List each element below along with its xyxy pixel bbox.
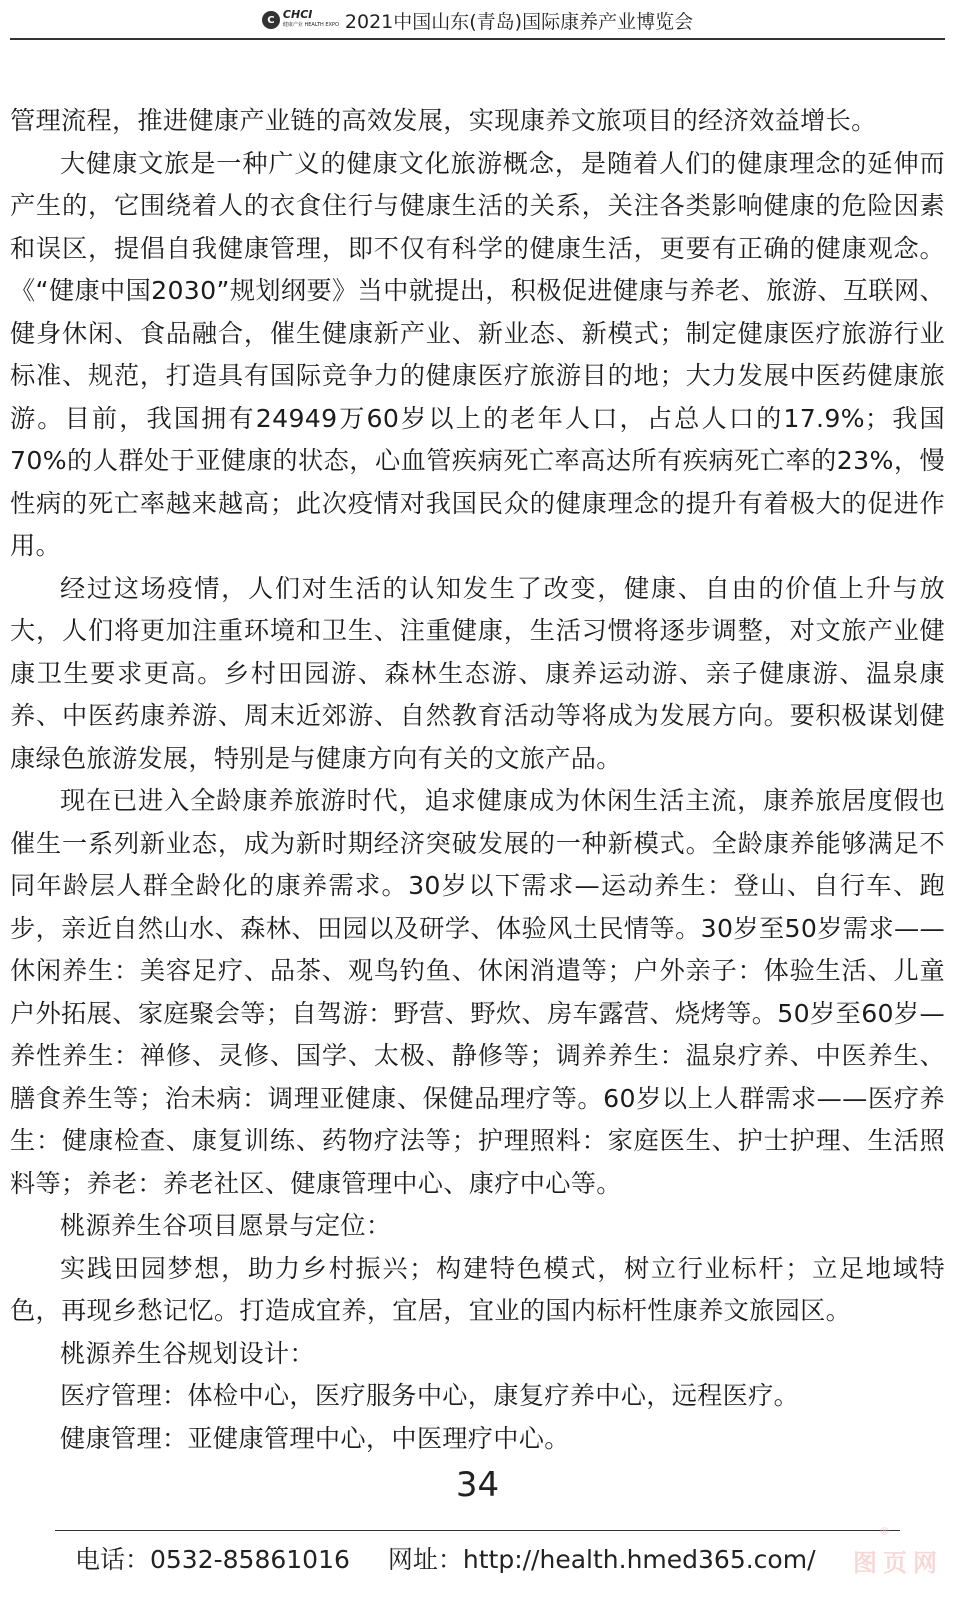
registered-mark-icon: ® [879,1525,890,1538]
page-footer [75,1540,915,1576]
paragraph-health-management: 健康管理：亚健康管理中心，中医理疗中心。 [60,1423,570,1453]
paragraph-vision: 实践田园梦想，助力乡村振兴；构建特色模式，树立行业标杆；立足地域特色，再现乡愁记忆。打造成宜养，宜居，宜业的国内标杆性康养文旅园区。 [10,1253,945,1325]
watermark-text: 图页网 [853,1549,943,1577]
article-body [10,100,945,1460]
footer-divider [55,1530,900,1531]
logo-mark-icon: C [262,11,280,29]
paragraph-health-tourism: 大健康文旅是一种广义的健康文化旅游概念，是随着人们的健康理念的延伸而产生的，它围绕着人的衣食住行与健康生活的关系，关注各类影响健康的危险因素和误区，提倡自我健康管理，即不仅有科学的健康生活，更要有正确的健康观念。《“健康中国2030”规划纲要》当中就提出，积极促进健康与养老、旅游、互联网、健身休闲、食品融合，催生健康新产业、新业态、新模式；制定健康医疗旅游行业标准、规范，打造具有国际竞争力的健康医疗旅游目的地；大力发展中医药健康旅游。目前，我国拥有24949万60岁以上的老年人口，占总人口的17.9%；我国70%的人群处于亚健康的状态，心血管疾病死亡率高达所有疾病死亡率的23%，慢性病的死亡率越来越高；此次疫情对我国民众的健康理念的提升有着极大的促进作用。 [10,148,945,560]
paragraph-medical-management: 医疗管理：体检中心，医疗服务中心，康复疗养中心，远程医疗。 [60,1381,800,1410]
footer-phone: 电话：0532-85861016 [75,1545,350,1574]
expo-logo [262,10,339,30]
logo-text: CHCI 健康产业 HEALTH EXPO [282,8,339,28]
watermark [853,1525,953,1585]
paragraph-all-age-wellness: 现在已进入全龄康养旅游时代，追求健康成为休闲生活主流，康养旅居度假也催生一系列新业态，成为新时期经济突破发展的一种新模式。全龄康养能够满足不同年龄层人群全龄化的康养需求。30岁以下需求—运动养生：登山、自行车、跑步，亲近自然山水、森林、田园以及研学、体验风土民情等。30岁至50岁需求——休闲养生：美容足疗、品茶、观鸟钓鱼、休闲消遣等；户外亲子：体验生活、儿童户外拓展、家庭聚会等；自驾游：野营、野炊、房车露营、烧烤等。50岁至60岁—养性养生：禅修、灵修、国学、太极、静修等；调养养生：温泉疗养、中医养生、膳食养生等；治未病：调理亚健康、保健品理疗等。60岁以上人群需求——医疗养生：健康检查、康复训练、药物疗法等；护理照料：家庭医生、护士护理、生活照料等；养老：养老社区、健康管理中心、康疗中心等。 [10,786,945,1198]
paragraph-planning-heading: 桃源养生谷规划设计： [60,1338,315,1368]
page-header [0,0,955,40]
paragraph-vision-heading: 桃源养生谷项目愿景与定位： [60,1211,392,1240]
footer-website[interactable]: 网址：http://health.hmed365.com/ [387,1545,816,1574]
header-divider [10,38,945,40]
page-number: 34 [455,1465,500,1505]
header-title: 2021中国山东(青岛)国际康养产业博览会 [344,10,694,33]
paragraph-epidemic-change: 经过这场疫情，人们对生活的认知发生了改变，健康、自由的价值上升与放大，人们将更加注重环境和卫生、注重健康，生活习惯将逐步调整，对文旅产业健康卫生要求更高。乡村田园游、森林生态游、康养运动游、亲子健康游、温泉康养、中医药康养游、周末近郊游、自然教育活动等将成为发展方向。要积极谋划健康绿色旅游发展，特别是与健康方向有关的文旅产品。 [10,573,945,773]
paragraph-continued: 管理流程，推进健康产业链的高效发展，实现康养文旅项目的经济效益增长。 [10,106,877,135]
